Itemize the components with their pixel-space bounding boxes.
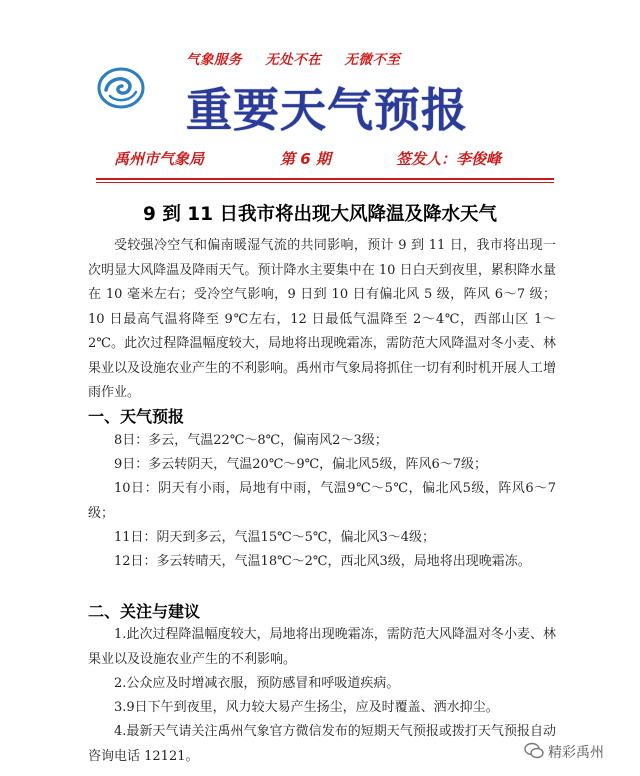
advice-item: 1.此次过程降温幅度较大，局地将出现晚霜冻，需防范大风降温对冬小麦、林果业以及设施农业产生的不利影响。 [88, 627, 556, 667]
advice-item: 3.9日下午到夜里，风力较大易产生扬尘，应及时覆盖、洒水抑尘。 [114, 700, 499, 715]
header-rule-thick [96, 178, 554, 180]
forecast-item: 8日：多云，气温22℃～8℃，偏南风2～3级； [114, 433, 388, 448]
forecast-item: 11日：阴天到多云，气温15℃～5℃，偏北风3～4级； [114, 530, 435, 545]
advice-item: 4.最新天气请关注禹州气象官方微信发布的短期天气预报或拨打天气预报自动咨询电话 12121。 [88, 724, 556, 764]
advice-item: 2.公众应及时增减衣服，预防感冒和呼吸道疾病。 [114, 676, 400, 691]
signer: 签发人：李俊峰 [396, 150, 502, 168]
forecast-item: 9日：多云转阴天，气温20℃～9℃，偏北风5级，阵风6～7级； [114, 457, 487, 472]
bulletin-title: 重要天气预报 [186, 83, 468, 137]
headline: 9 到 11 日我市将出现大风降温及降水天气 [143, 204, 497, 225]
header-rule-thin [96, 182, 554, 183]
header-slogan [186, 48, 418, 68]
weather-logo-icon [96, 62, 146, 112]
slogan-part-2: 无处不在 [265, 52, 322, 68]
wechat-icon [524, 742, 544, 760]
slogan-part-3: 无微不至 [344, 52, 401, 68]
forecast-item: 10日：阴天有小雨，局地有中雨，气温9℃～5℃，偏北风5级，阵风6～7级； [88, 481, 556, 521]
forecast-item: 12日：多云转晴天，气温18℃～2℃，西北风3级，局地将出现晚霜冻。 [114, 554, 531, 569]
issuer: 禹州市气象局 [114, 150, 205, 168]
intro-paragraph: 受较强冷空气和偏南暖湿气流的共同影响，预计 9 到 11 日，我市将出现一次明显大风降温及降雨天气。预计降水主要集中在 10 日白天到夜里，累积降水量在 10 毫米左右；受冷空气影响，9 日到 10 日有偏北风 5 级，阵风 6～7 级；10 日最高气温将降至 9℃左右，12 日最低气温降至 2～4℃，西部山区 1～2℃。此次过程降温幅度较大，局地将出现晚霜冻，需防范大风降温对冬小麦、林果业以及设施农业产生的不利影响。禹州市气象局将抓住一切有利时机开展人工增雨作业。 [88, 238, 557, 400]
issue-number: 第 6 期 [280, 150, 331, 168]
section-forecast-heading: 一、天气预报 [88, 407, 185, 426]
watermark: 精彩禹州 [548, 745, 604, 761]
section-advice-heading: 二、关注与建议 [88, 602, 201, 621]
slogan-part-1: 气象服务 [186, 52, 242, 68]
